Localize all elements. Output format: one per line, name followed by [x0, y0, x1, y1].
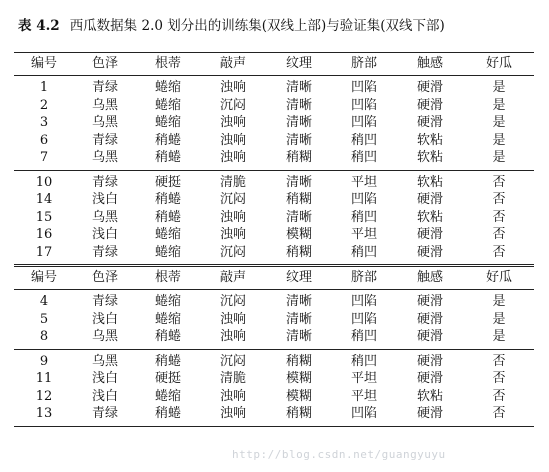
table-cell: 青绿: [91, 294, 118, 309]
table-cell: 清晰: [285, 132, 312, 148]
table-cell: 稍凹: [332, 349, 396, 370]
table-cell: 硬滑: [416, 192, 443, 207]
table-cell: 硬滑: [416, 80, 443, 95]
table-cell: 稍糊: [285, 150, 312, 165]
table-cell: 稍糊: [266, 244, 332, 266]
column-header: 色泽: [74, 53, 136, 76]
table-cell: 稍蜷: [154, 329, 181, 344]
table-cell: 是: [492, 97, 506, 113]
table-cell: 是: [492, 115, 506, 130]
table-cell: 浊响: [219, 388, 246, 404]
table-row: [14, 311, 534, 329]
table-cell: 稍凹: [350, 150, 377, 165]
table-cell: 13: [14, 405, 74, 426]
table-cell: 浅白: [91, 192, 118, 207]
table-cell: 青绿: [91, 132, 118, 148]
table-cell: 清晰: [285, 97, 312, 113]
table-cell: 是: [492, 311, 506, 327]
column-header: 脐部: [332, 53, 396, 76]
table-cell: 浅白: [91, 371, 118, 386]
table-cell: 1: [39, 80, 49, 95]
table-row: [14, 76, 534, 97]
table-cell: 浊响: [219, 150, 246, 165]
table-row: [14, 370, 534, 388]
column-header: 好瓜: [464, 53, 534, 76]
table-cell: 软粘: [416, 209, 443, 225]
table-cell: 乌黑: [91, 329, 118, 344]
table-cell: 否: [464, 405, 534, 426]
table-row: [14, 191, 534, 209]
table-cell: 浊响: [219, 311, 246, 327]
table-cell: 浊响: [219, 227, 246, 242]
table-cell: 浊响: [219, 132, 246, 148]
table-row: [14, 244, 534, 266]
table-row: [14, 405, 534, 426]
table-cell: 平坦: [332, 170, 396, 191]
table-cell: 稍蜷: [136, 405, 200, 426]
table-cell: 清晰: [285, 209, 312, 225]
table-cell: 软粘: [416, 388, 443, 404]
table-row: [14, 209, 534, 227]
table-cell: 蜷缩: [154, 388, 181, 404]
table-cell: 稍糊: [266, 349, 332, 370]
table-cell: 7: [39, 150, 49, 165]
column-header: 敲声: [200, 266, 266, 290]
table-cell: 否: [464, 244, 534, 266]
column-header: 脐部: [332, 266, 396, 290]
table-cell: 沉闷: [219, 294, 246, 309]
table-cell: 凹陷: [350, 294, 377, 309]
table-cell: 模糊: [285, 371, 312, 386]
table-cell: 是: [492, 132, 506, 148]
header-row: [14, 266, 534, 290]
table-cell: 凹陷: [350, 192, 377, 207]
table-cell: 硬挺: [154, 371, 181, 386]
table-cell: 模糊: [285, 227, 312, 242]
table-cell: 稍凹: [350, 329, 377, 344]
table-cell: 硬滑: [396, 244, 464, 266]
table-cell: 蜷缩: [154, 97, 181, 113]
header-row: [14, 53, 534, 76]
table-cell: 青绿: [74, 170, 136, 191]
table-cell: 沉闷: [200, 244, 266, 266]
table-row: [14, 97, 534, 115]
table-cell: 浊响: [219, 329, 246, 344]
table-cell: 沉闷: [219, 97, 246, 113]
table-cell: 浅白: [91, 388, 118, 404]
table-cell: 蜷缩: [154, 294, 181, 309]
table-cell: 硬滑: [396, 349, 464, 370]
table-cell: 乌黑: [74, 349, 136, 370]
table-cell: 硬滑: [416, 329, 443, 344]
table-cell: 否: [492, 371, 506, 386]
table-cell: 稍凹: [332, 244, 396, 266]
column-header: 编号: [14, 53, 74, 76]
table-cell: 浊响: [219, 115, 246, 130]
table-cell: 凹陷: [350, 115, 377, 130]
table-cell: 否: [492, 227, 506, 242]
table-cell: 硬滑: [416, 115, 443, 130]
table-cell: 模糊: [285, 388, 312, 404]
table-cell: 14: [35, 192, 53, 207]
watermelon-dataset-table: [14, 52, 534, 427]
table-cell: 平坦: [350, 227, 377, 242]
table-row: [14, 132, 534, 150]
table-row: [14, 149, 534, 170]
table-cell: 6: [39, 132, 49, 148]
table-cell: 稍蜷: [136, 349, 200, 370]
column-header: 根蒂: [136, 266, 200, 290]
table-cell: 浊响: [200, 405, 266, 426]
table-cell: 青绿: [74, 405, 136, 426]
table-cell: 否: [464, 170, 534, 191]
table-cell: 5: [39, 311, 49, 327]
table-cell: 硬滑: [416, 97, 443, 113]
column-header: 编号: [14, 266, 74, 290]
column-header: 触感: [396, 266, 464, 290]
table-cell: 清晰: [285, 294, 312, 309]
table-cell: 乌黑: [91, 115, 118, 130]
table-cell: 12: [35, 388, 53, 404]
table-cell: 是: [492, 294, 506, 309]
column-header: 触感: [396, 53, 464, 76]
table-cell: 硬滑: [416, 371, 443, 386]
table-cell: 硬挺: [136, 170, 200, 191]
table-cell: 16: [35, 227, 53, 242]
table-cell: 浊响: [219, 209, 246, 225]
table-cell: 浅白: [91, 311, 118, 327]
column-header: 纹理: [266, 266, 332, 290]
table-cell: 乌黑: [91, 150, 118, 165]
table-cell: 软粘: [416, 150, 443, 165]
table-cell: 否: [492, 192, 506, 207]
table-cell: 凹陷: [350, 97, 377, 113]
table-cell: 蜷缩: [154, 311, 181, 327]
table-cell: 清晰: [285, 311, 312, 327]
table-cell: 稍糊: [266, 405, 332, 426]
column-header: 根蒂: [136, 53, 200, 76]
table-cell: 10: [14, 170, 74, 191]
table-cell: 蜷缩: [136, 244, 200, 266]
table-cell: 沉闷: [219, 192, 246, 207]
table-cell: 青绿: [74, 244, 136, 266]
table-row: [14, 226, 534, 244]
table-cell: 浅白: [91, 227, 118, 242]
table-cell: 否: [492, 209, 506, 225]
table-cell: 乌黑: [91, 97, 118, 113]
table-row: [14, 328, 534, 349]
table-cell: 软粘: [416, 132, 443, 148]
table-cell: 稍蜷: [154, 150, 181, 165]
table-cell: 17: [14, 244, 74, 266]
table-cell: 青绿: [91, 80, 118, 95]
table-row: [14, 114, 534, 132]
table-cell: 清晰: [285, 329, 312, 344]
table-row: [14, 388, 534, 406]
table-cell: 8: [39, 329, 49, 344]
table-cell: 3: [39, 115, 49, 130]
table-cell: 蜷缩: [154, 80, 181, 95]
table-cell: 稍糊: [285, 192, 312, 207]
table-cell: 稍蜷: [154, 132, 181, 148]
table-cell: 是: [492, 80, 506, 95]
table-cell: 凹陷: [350, 311, 377, 327]
table-cell: 硬滑: [396, 405, 464, 426]
table-cell: 软粘: [396, 170, 464, 191]
table-row: [14, 290, 534, 311]
table-cell: 平坦: [350, 371, 377, 386]
table-cell: 稍蜷: [154, 209, 181, 225]
table-cell: 硬滑: [416, 227, 443, 242]
table-caption: [18, 14, 445, 34]
table-cell: 平坦: [350, 388, 377, 404]
table-cell: 清晰: [285, 80, 312, 95]
watermark: http://blog.csdn.net/guangyuyu: [232, 448, 446, 461]
table-cell: 11: [35, 371, 53, 386]
column-header: 好瓜: [464, 266, 534, 290]
table-cell: 浊响: [219, 80, 246, 95]
table-cell: 蜷缩: [154, 115, 181, 130]
table-cell: 凹陷: [332, 405, 396, 426]
table-cell: 清脆: [219, 371, 246, 386]
column-header: 敲声: [200, 53, 266, 76]
table-cell: 清晰: [285, 115, 312, 130]
table-row: [14, 349, 534, 370]
table-row: [14, 170, 534, 191]
column-header: 纹理: [266, 53, 332, 76]
table-cell: 是: [492, 150, 506, 165]
table-cell: 沉闷: [200, 349, 266, 370]
table-cell: 否: [492, 388, 506, 404]
table-cell: 稍凹: [350, 209, 377, 225]
table-title: 西瓜数据集 2.0 划分出的训练集(双线上部)与验证集(双线下部): [69, 18, 445, 34]
table-cell: 9: [14, 349, 74, 370]
table-cell: 稍凹: [350, 132, 377, 148]
table-number: 表 4.2: [18, 18, 60, 34]
table-cell: 15: [35, 209, 53, 225]
column-header: 色泽: [74, 266, 136, 290]
table-cell: 硬滑: [416, 311, 443, 327]
table-cell: 硬滑: [416, 294, 443, 309]
table-cell: 清晰: [266, 170, 332, 191]
table-cell: 稍蜷: [154, 192, 181, 207]
table-cell: 否: [464, 349, 534, 370]
table-cell: 2: [39, 97, 49, 113]
table-cell: 4: [39, 294, 49, 309]
table-cell: 凹陷: [350, 80, 377, 95]
table-cell: 蜷缩: [154, 227, 181, 242]
table-cell: 乌黑: [91, 209, 118, 225]
table-cell: 是: [492, 329, 506, 344]
table-cell: 清脆: [200, 170, 266, 191]
